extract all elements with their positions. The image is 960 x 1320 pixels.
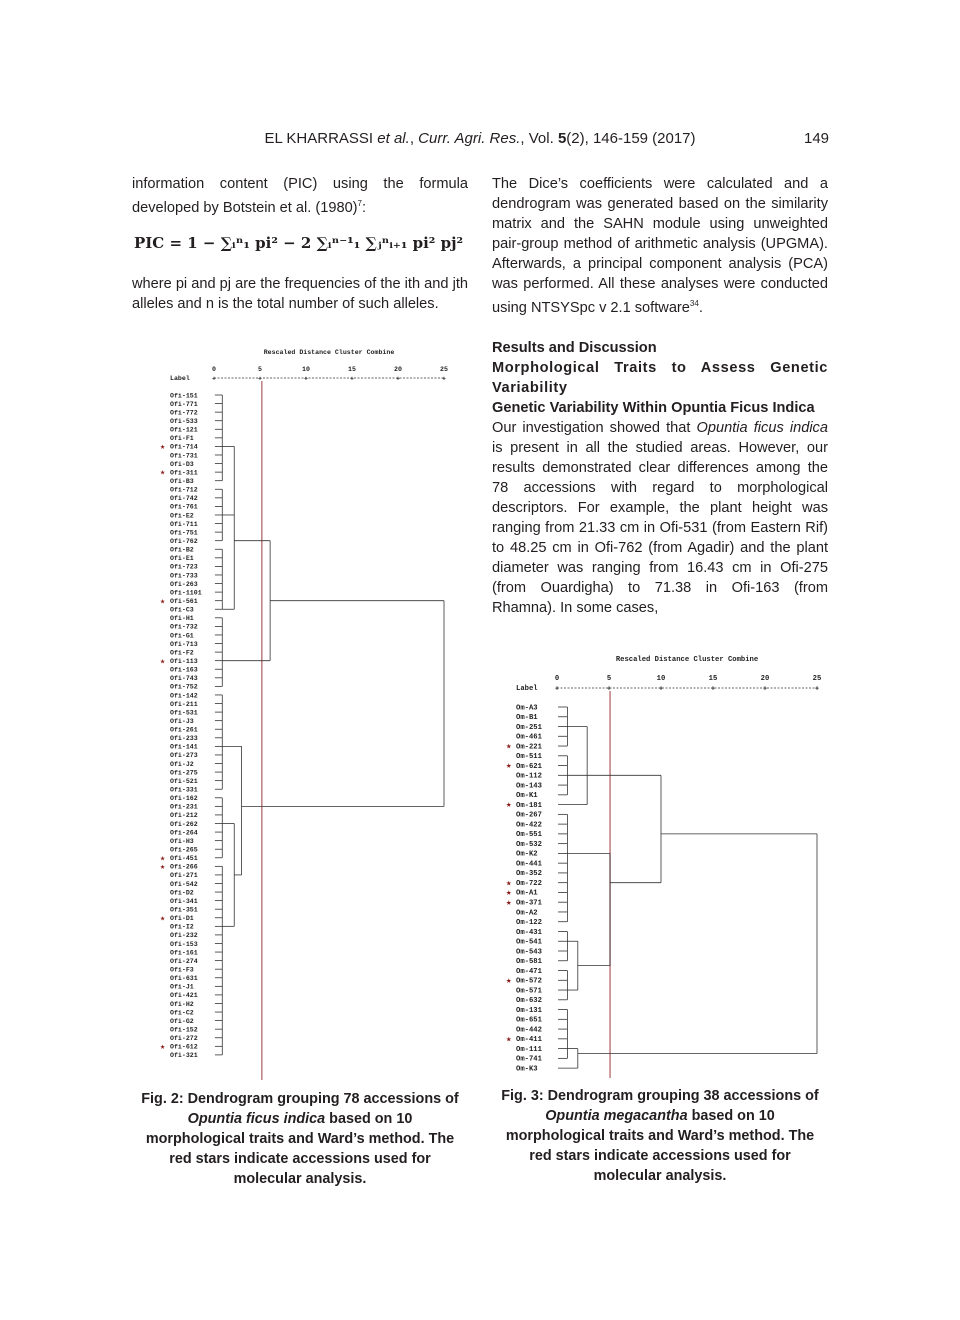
- leaf-label: Om-532: [516, 840, 542, 849]
- leaf-label: Ofi-711: [170, 520, 198, 528]
- leaf-label: Ofi-141: [170, 743, 198, 751]
- leaf-label: Ofi-232: [170, 932, 198, 940]
- leaf-label: Ofi-761: [170, 503, 198, 511]
- leaf-label: Ofi-751: [170, 529, 198, 537]
- leaf-label: Om-122: [516, 919, 542, 928]
- leaf-label: Om-422: [516, 821, 542, 830]
- star-icon: ★: [506, 1033, 512, 1045]
- x-tick-label: 20: [760, 675, 770, 683]
- chart-title: Rescaled Distance Cluster Combine: [263, 349, 395, 356]
- leaf-label: Om-722: [516, 879, 542, 888]
- leaf-label: Om-441: [516, 860, 542, 869]
- star-icon: ★: [160, 1041, 166, 1052]
- leaf-label: Ofi-I2: [170, 923, 194, 931]
- x-tick-mark: +: [304, 375, 308, 383]
- heading-results: Results and Discussion: [492, 339, 657, 356]
- leaf-label: Ofi-231: [170, 803, 198, 811]
- star-icon: ★: [506, 974, 512, 986]
- leaf-label: Ofi-H3: [170, 837, 194, 845]
- leaf-label: Ofi-631: [170, 975, 198, 983]
- leaf-label: Ofi-G2: [170, 1017, 194, 1025]
- header-etal: et al.: [377, 130, 410, 147]
- star-icon: ★: [160, 442, 166, 453]
- leaf-label: Ofi-341: [170, 897, 198, 905]
- leaf-label: Ofi-265: [170, 846, 198, 854]
- ref-34: 34: [689, 299, 699, 308]
- leaf-label: Ofi-273: [170, 752, 198, 760]
- right-para-1-text: The Dice’s coefficients were calculated and a dendrogram was generated based on the similarity matrix and the SAHN module using unweighted pair-group method of arithmetic analysis (UPGMA). Afterwards, a principal component analysis (PCA) was performed. All these analyses were conducted using NTSYSpc v 2.1 software: [492, 176, 828, 316]
- species-name: Opuntia ficus indica: [696, 419, 828, 436]
- fig3-species: Opuntia megacantha: [545, 1108, 688, 1124]
- running-header: EL KHARRASSI et al., Curr. Agri. Res., Vol. 5(2), 146-159 (2017): [264, 130, 696, 147]
- left-para-1-end: :: [362, 199, 367, 216]
- leaf-label: Ofi-714: [170, 443, 198, 451]
- leaf-label: Ofi-262: [170, 820, 198, 828]
- right-para-2b: is present in all the studied areas. However, our results demonstrated clear differences among the 78 accessions with regard to morphological descriptors. For example, the plant height was ranging from 21.33 cm in Ofi-531 (from Eastern Rif) to 48.25 cm in Ofi-762 (from Agadir) and the plant diameter was ranging from 16.43 cm in Ofi-275 (from Ouardigha) to 71.38 in Ofi-163 (from Rhamna). In some cases,: [492, 439, 828, 616]
- star-icon: ★: [160, 467, 166, 478]
- leaf-label: Ofi-163: [170, 666, 198, 674]
- x-tick-label: 15: [708, 675, 718, 683]
- leaf-label: Om-511: [516, 753, 542, 762]
- leaf-label: Ofi-D2: [170, 889, 194, 897]
- leaf-label: Om-442: [516, 1026, 542, 1035]
- leaf-label: Ofi-J2: [170, 760, 194, 768]
- leaf-label: Ofi-G1: [170, 632, 194, 640]
- leaf-label: Ofi-263: [170, 580, 198, 588]
- leaf-label: Om-131: [516, 1006, 542, 1015]
- star-icon: ★: [506, 799, 512, 811]
- right-para-1-end: .: [698, 299, 703, 316]
- leaf-label: Ofi-B3: [170, 478, 194, 485]
- leaf-label: Om-541: [516, 938, 542, 947]
- heading-genetic-variability: Genetic Variability Within Opuntia Ficus Indica: [492, 399, 815, 416]
- leaf-label: Ofi-752: [170, 683, 198, 691]
- leaf-label: Om-A1: [516, 889, 538, 898]
- leaf-label: Om-461: [516, 733, 542, 742]
- x-tick-mark: +: [442, 375, 446, 383]
- star-icon: ★: [506, 760, 512, 772]
- leaf-label: Om-251: [516, 723, 542, 732]
- leaf-label: Ofi-723: [170, 563, 198, 571]
- leaf-label: Ofi-731: [170, 452, 198, 460]
- leaf-label: Om-543: [516, 948, 542, 957]
- leaf-label: Ofi-E1: [170, 555, 194, 563]
- leaf-label: Ofi-151: [170, 392, 198, 400]
- leaf-label: Ofi-211: [170, 700, 198, 708]
- leaf-label: Ofi-271: [170, 872, 198, 880]
- leaf-label: Ofi-421: [170, 992, 198, 1000]
- label-header: Label: [170, 375, 190, 382]
- leaf-label: Ofi-233: [170, 735, 198, 743]
- leaf-label: Ofi-274: [170, 957, 198, 965]
- leaf-label: Ofi-311: [170, 469, 198, 477]
- x-tick-label: 10: [302, 366, 310, 373]
- figure-3-caption: [500, 1086, 820, 1186]
- leaf-label: Om-352: [516, 870, 542, 879]
- star-icon: ★: [160, 853, 166, 864]
- leaf-label: Ofi-762: [170, 537, 198, 545]
- leaf-label: Om-632: [516, 997, 542, 1006]
- leaf-label: Om-551: [516, 831, 542, 840]
- leaf-label: Ofi-772: [170, 409, 198, 417]
- x-tick-mark: +: [396, 375, 400, 383]
- leaf-label: Ofi-B2: [170, 546, 194, 554]
- leaf-label: Ofi-C3: [170, 606, 194, 614]
- right-para-2a: Our investigation showed that: [492, 419, 697, 436]
- leaf-label: Ofi-712: [170, 486, 198, 494]
- leaf-label: Ofi-713: [170, 640, 198, 648]
- star-icon: ★: [506, 877, 512, 889]
- leaf-label: Ofi-162: [170, 795, 198, 803]
- leaf-label: Om-K3: [516, 1065, 538, 1074]
- leaf-label: Ofi-212: [170, 812, 198, 820]
- leaf-label: Ofi-121: [170, 426, 198, 434]
- x-tick-label: 5: [606, 675, 612, 683]
- leaf-label: Ofi-521: [170, 777, 198, 785]
- leaf-label: Om-A2: [516, 909, 538, 918]
- leaf-label: Ofi-533: [170, 418, 198, 426]
- leaf-label: Om-A3: [516, 704, 538, 713]
- chart-title: Rescaled Distance Cluster Combine: [615, 656, 759, 664]
- leaf-label: Ofi-742: [170, 495, 198, 503]
- leaf-label: Om-143: [516, 782, 542, 791]
- x-tick-label: 25: [440, 366, 448, 373]
- leaf-label: Om-221: [516, 743, 542, 752]
- leaf-label: Ofi-261: [170, 726, 198, 734]
- page-number: 149: [804, 130, 830, 147]
- dendrogram-om: [495, 645, 825, 1082]
- header-vol-prefix: , Vol.: [520, 130, 558, 147]
- leaf-label: Ofi-732: [170, 623, 198, 631]
- leaf-label: Om-571: [516, 987, 542, 996]
- leaf-label: Ofi-272: [170, 1035, 198, 1043]
- leaf-label: Ofi-J1: [170, 983, 194, 991]
- star-icon: ★: [160, 656, 166, 667]
- leaf-label: Ofi-C2: [170, 1009, 194, 1017]
- leaf-label: Ofi-264: [170, 829, 198, 837]
- leaf-label: Ofi-331: [170, 786, 198, 794]
- leaf-label: Om-111: [516, 1045, 542, 1054]
- x-tick-mark: +: [762, 685, 768, 694]
- leaf-label: Ofi-733: [170, 572, 198, 580]
- header-authors: EL KHARRASSI: [264, 130, 374, 147]
- x-tick-mark: +: [658, 685, 664, 694]
- leaf-label: Ofi-F1: [170, 435, 194, 443]
- leaf-label: Ofi-771: [170, 400, 198, 408]
- leaf-label: Ofi-161: [170, 949, 198, 957]
- leaf-label: Ofi-351: [170, 906, 198, 914]
- leaf-label: Ofi-542: [170, 880, 198, 888]
- fig2-species: Opuntia ficus indica: [187, 1111, 326, 1127]
- leaf-label: Om-621: [516, 762, 542, 771]
- x-tick-label: 0: [212, 366, 216, 373]
- leaf-label: Ofi-153: [170, 940, 198, 948]
- leaf-label: Ofi-113: [170, 657, 198, 665]
- leaf-label: Ofi-451: [170, 855, 198, 863]
- heading-morphological: Morphological Traits to Assess Genetic Variability: [492, 359, 828, 396]
- leaf-label: Ofi-E2: [170, 512, 194, 520]
- dendrogram-ofi: [150, 340, 450, 1082]
- leaf-label: Ofi-561: [170, 597, 198, 605]
- header-issue: (2), 146-159 (2017): [566, 130, 696, 147]
- leaf-label: Ofi-H1: [170, 615, 194, 623]
- x-tick-label: 5: [258, 366, 262, 373]
- x-tick-label: 0: [554, 675, 560, 683]
- x-tick-mark: +: [710, 685, 716, 694]
- leaf-label: Om-651: [516, 1016, 542, 1025]
- leaf-label: Ofi-152: [170, 1026, 198, 1034]
- leaf-label: Ofi-612: [170, 1043, 198, 1051]
- leaf-label: Ofi-321: [170, 1052, 198, 1060]
- leaf-label: Ofi-142: [170, 692, 198, 700]
- header-journal: Curr. Agri. Res.: [418, 130, 521, 147]
- x-tick-label: 10: [656, 675, 666, 683]
- x-tick-mark: +: [212, 375, 216, 383]
- x-tick-mark: +: [606, 685, 612, 694]
- leaf-label: Ofi-D1: [170, 915, 194, 923]
- left-para-2: where pi and pj are the frequencies of the ith and jth alleles and n is the total number of such alleles.: [132, 276, 468, 312]
- fig3-caption-a: Fig. 3: Dendrogram grouping 38 accessions of: [501, 1088, 819, 1104]
- leaf-label: Ofi-J3: [170, 717, 194, 725]
- x-tick-label: 20: [394, 366, 402, 373]
- leaf-label: Ofi-743: [170, 675, 198, 683]
- leaf-label: Om-572: [516, 977, 542, 986]
- leaf-label: Om-471: [516, 967, 542, 976]
- leaf-label: Ofi-D3: [170, 460, 194, 468]
- fig2-caption-b: based on 10 morphological traits and Ward’s method. The red stars indicate accessions used for molecular analysis.: [145, 1111, 455, 1187]
- fig3-caption-b: based on 10 morphological traits and Ward’s method. The red stars indicate accessions used for molecular analysis.: [505, 1108, 815, 1184]
- leaf-label: Ofi-H2: [170, 1000, 194, 1008]
- star-icon: ★: [506, 887, 512, 899]
- left-para-1: [132, 174, 468, 218]
- leaf-label: Ofi-F2: [170, 649, 194, 657]
- header-vol: 5: [557, 130, 567, 147]
- x-tick-mark: +: [350, 375, 354, 383]
- leaf-label: Om-581: [516, 958, 542, 967]
- leaf-label: Ofi-F3: [170, 966, 194, 974]
- leaf-label: Om-267: [516, 811, 542, 820]
- star-icon: ★: [160, 913, 166, 924]
- leaf-label: Ofi-531: [170, 709, 198, 717]
- star-icon: ★: [160, 861, 166, 872]
- leaf-label: Om-112: [516, 772, 542, 781]
- x-tick-mark: +: [814, 685, 820, 694]
- ref-7: 7: [357, 199, 362, 208]
- x-tick-label: 15: [348, 366, 356, 373]
- leaf-label: Om-K2: [516, 850, 538, 859]
- leaf-label: Ofi-1101: [170, 589, 202, 597]
- pic-formula: PIC = 1 − ∑ᵢⁿ₁ pi² − 2 ∑ᵢⁿ⁻¹₁ ∑ⱼⁿᵢ₊₁ pi² pj²: [134, 234, 464, 252]
- star-icon: ★: [506, 740, 512, 752]
- x-tick-label: 25: [812, 675, 822, 683]
- star-icon: ★: [506, 896, 512, 908]
- x-tick-mark: +: [554, 685, 560, 694]
- figure-2-caption: [140, 1089, 460, 1189]
- leaf-label: Om-411: [516, 1036, 542, 1045]
- label-header: Label: [516, 685, 538, 693]
- leaf-label: Ofi-266: [170, 863, 198, 871]
- leaf-label: Ofi-275: [170, 769, 198, 777]
- right-column: [492, 174, 828, 618]
- leaf-label: Om-B1: [516, 714, 538, 723]
- leaf-label: Om-K1: [516, 792, 538, 801]
- left-para-1-text: information content (PIC) using the formula developed by Botstein et al. (1980): [132, 176, 468, 216]
- leaf-label: Om-371: [516, 899, 542, 908]
- leaf-label: Om-181: [516, 801, 542, 810]
- leaf-label: Om-741: [516, 1055, 542, 1064]
- x-tick-mark: +: [258, 375, 262, 383]
- leaf-label: Om-431: [516, 928, 542, 937]
- star-icon: ★: [160, 596, 166, 607]
- fig2-caption-a: Fig. 2: Dendrogram grouping 78 accessions of: [141, 1091, 459, 1107]
